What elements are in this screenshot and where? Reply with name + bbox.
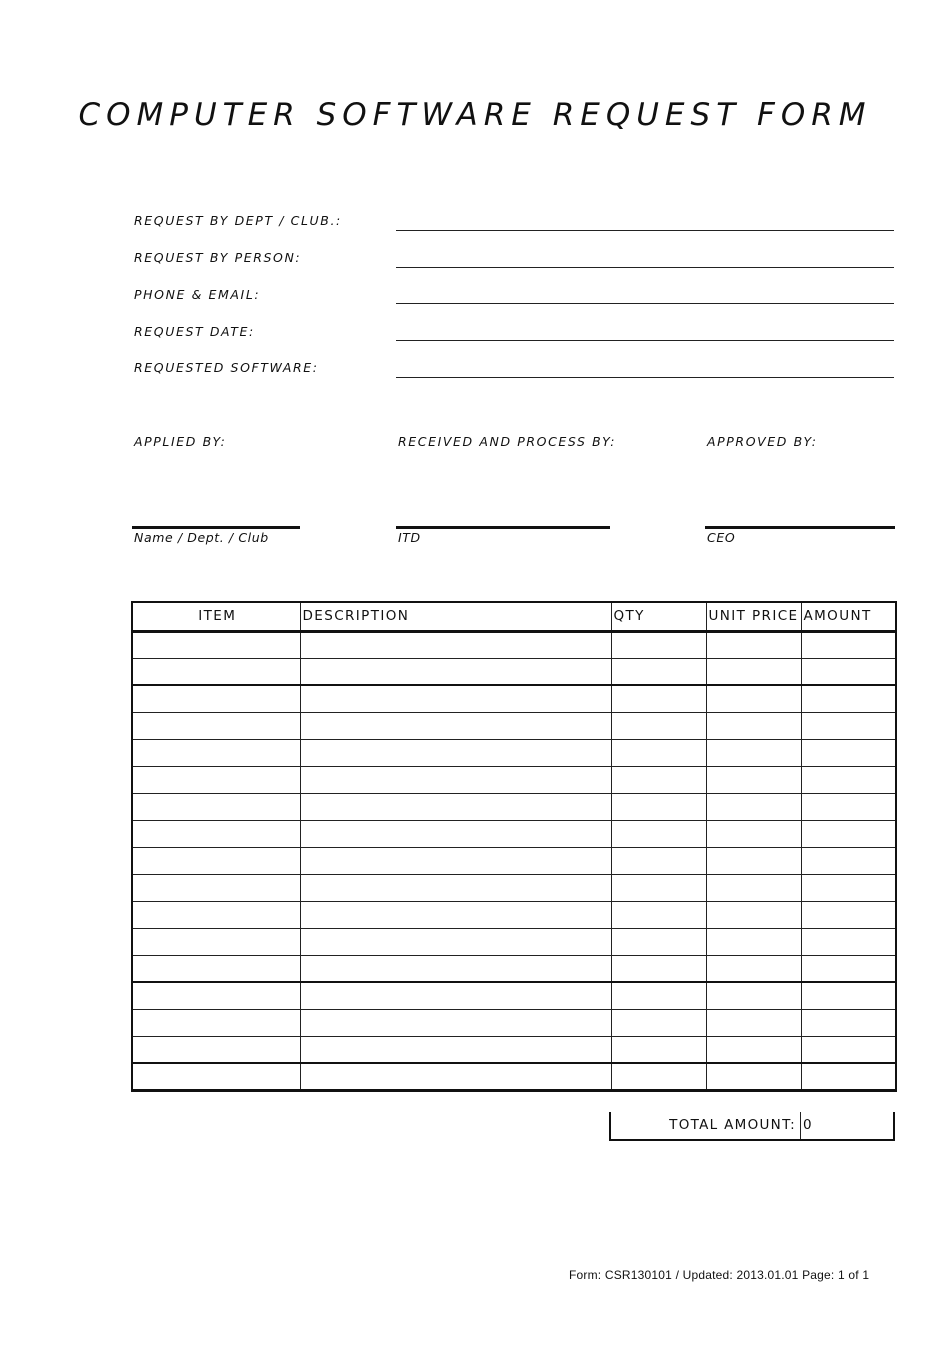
unit-price-cell[interactable] [706,1036,801,1063]
table-row [132,1009,896,1036]
amount-cell[interactable] [801,874,896,901]
amount-cell[interactable] [801,901,896,928]
qty-cell[interactable] [611,955,706,982]
received-by-caption: ITD [398,530,421,545]
description-column-header: DESCRIPTION [300,602,611,631]
item-cell[interactable] [132,1036,300,1063]
table-row [132,658,896,685]
request-person-label: REQUEST BY PERSON: [134,250,302,265]
table-row [132,631,896,658]
qty-cell[interactable] [611,874,706,901]
qty-cell[interactable] [611,712,706,739]
item-cell[interactable] [132,658,300,685]
qty-cell[interactable] [611,982,706,1009]
table-row [132,847,896,874]
unit-price-cell[interactable] [706,847,801,874]
description-cell[interactable] [300,739,611,766]
description-cell[interactable] [300,1063,611,1090]
table-row [132,685,896,712]
total-amount-label: TOTAL AMOUNT: [611,1112,801,1139]
description-cell[interactable] [300,766,611,793]
table-row [132,766,896,793]
description-cell[interactable] [300,874,611,901]
received-by-signature-line[interactable] [396,526,610,529]
unit-price-cell[interactable] [706,793,801,820]
description-cell[interactable] [300,901,611,928]
qty-cell[interactable] [611,631,706,658]
total-amount-box [609,1112,895,1141]
description-cell[interactable] [300,820,611,847]
description-cell[interactable] [300,847,611,874]
unit-price-cell[interactable] [706,658,801,685]
description-cell[interactable] [300,1009,611,1036]
qty-cell[interactable] [611,793,706,820]
unit-price-cell[interactable] [706,901,801,928]
approved-by-label: APPROVED BY: [707,434,818,449]
qty-cell[interactable] [611,1036,706,1063]
item-cell[interactable] [132,820,300,847]
description-cell[interactable] [300,712,611,739]
qty-cell[interactable] [611,766,706,793]
unit-price-cell[interactable] [706,766,801,793]
form-footer: Form: CSR130101 / Updated: 2013.01.01 Page: 1 of 1 [569,1268,870,1282]
unit-price-column-header: UNIT PRICE [706,602,801,631]
description-cell[interactable] [300,1036,611,1063]
requested-software-label: REQUESTED SOFTWARE: [134,360,319,375]
qty-cell[interactable] [611,685,706,712]
unit-price-cell[interactable] [706,685,801,712]
amount-cell[interactable] [801,955,896,982]
request-date-input[interactable] [396,340,894,341]
amount-cell[interactable] [801,739,896,766]
qty-cell[interactable] [611,1063,706,1090]
qty-cell[interactable] [611,928,706,955]
amount-cell[interactable] [801,631,896,658]
unit-price-cell[interactable] [706,928,801,955]
table-row [132,928,896,955]
request-date-label: REQUEST DATE: [134,324,255,339]
applied-by-caption: Name / Dept. / Club [134,530,269,545]
item-cell[interactable] [132,1009,300,1036]
dept-club-input[interactable] [396,230,894,231]
table-row [132,874,896,901]
item-cell[interactable] [132,847,300,874]
description-cell[interactable] [300,631,611,658]
qty-column-header: QTY [611,602,706,631]
applied-by-signature-line[interactable] [132,526,300,529]
amount-cell[interactable] [801,1009,896,1036]
table-row [132,982,896,1009]
qty-cell[interactable] [611,847,706,874]
qty-cell[interactable] [611,658,706,685]
phone-email-input[interactable] [396,303,894,304]
unit-price-cell[interactable] [706,631,801,658]
item-cell[interactable] [132,901,300,928]
requested-software-input[interactable] [396,377,894,378]
qty-cell[interactable] [611,739,706,766]
unit-price-cell[interactable] [706,955,801,982]
qty-cell[interactable] [611,901,706,928]
table-row [132,955,896,982]
request-person-input[interactable] [396,267,894,268]
qty-cell[interactable] [611,820,706,847]
unit-price-cell[interactable] [706,712,801,739]
amount-column-header: AMOUNT [801,602,896,631]
received-by-label: RECEIVED AND PROCESS BY: [398,434,617,449]
amount-cell[interactable] [801,982,896,1009]
item-cell[interactable] [132,928,300,955]
item-cell[interactable] [132,982,300,1009]
amount-cell[interactable] [801,847,896,874]
amount-cell[interactable] [801,712,896,739]
item-cell[interactable] [132,1063,300,1090]
description-cell[interactable] [300,955,611,982]
item-cell[interactable] [132,793,300,820]
unit-price-cell[interactable] [706,739,801,766]
description-cell[interactable] [300,658,611,685]
amount-cell[interactable] [801,766,896,793]
table-row [132,793,896,820]
table-row [132,1036,896,1063]
table-row [132,1063,896,1090]
table-row [132,820,896,847]
items-table [131,601,897,1092]
unit-price-cell[interactable] [706,874,801,901]
table-row [132,739,896,766]
total-amount-value[interactable]: 0 [803,1117,812,1133]
description-cell[interactable] [300,982,611,1009]
item-column-header: ITEM [132,602,300,631]
amount-cell[interactable] [801,658,896,685]
table-row [132,712,896,739]
unit-price-cell[interactable] [706,982,801,1009]
form-title: COMPUTER SOFTWARE REQUEST FORM [78,97,872,133]
item-cell[interactable] [132,685,300,712]
unit-price-cell[interactable] [706,1009,801,1036]
unit-price-cell[interactable] [706,1063,801,1090]
description-cell[interactable] [300,793,611,820]
item-cell[interactable] [132,739,300,766]
approved-by-signature-line[interactable] [705,526,895,529]
amount-cell[interactable] [801,820,896,847]
dept-club-label: REQUEST BY DEPT / CLUB.: [134,213,342,228]
table-header-row [132,602,896,631]
item-cell[interactable] [132,955,300,982]
applied-by-label: APPLIED BY: [134,434,227,449]
item-cell[interactable] [132,874,300,901]
amount-cell[interactable] [801,685,896,712]
unit-price-cell[interactable] [706,820,801,847]
item-cell[interactable] [132,631,300,658]
item-cell[interactable] [132,766,300,793]
amount-cell[interactable] [801,1063,896,1090]
amount-cell[interactable] [801,928,896,955]
table-row [132,901,896,928]
approved-by-caption: CEO [707,530,736,545]
description-cell[interactable] [300,685,611,712]
phone-email-label: PHONE & EMAIL: [134,287,261,302]
item-cell[interactable] [132,712,300,739]
qty-cell[interactable] [611,1009,706,1036]
amount-cell[interactable] [801,793,896,820]
description-cell[interactable] [300,928,611,955]
amount-cell[interactable] [801,1036,896,1063]
